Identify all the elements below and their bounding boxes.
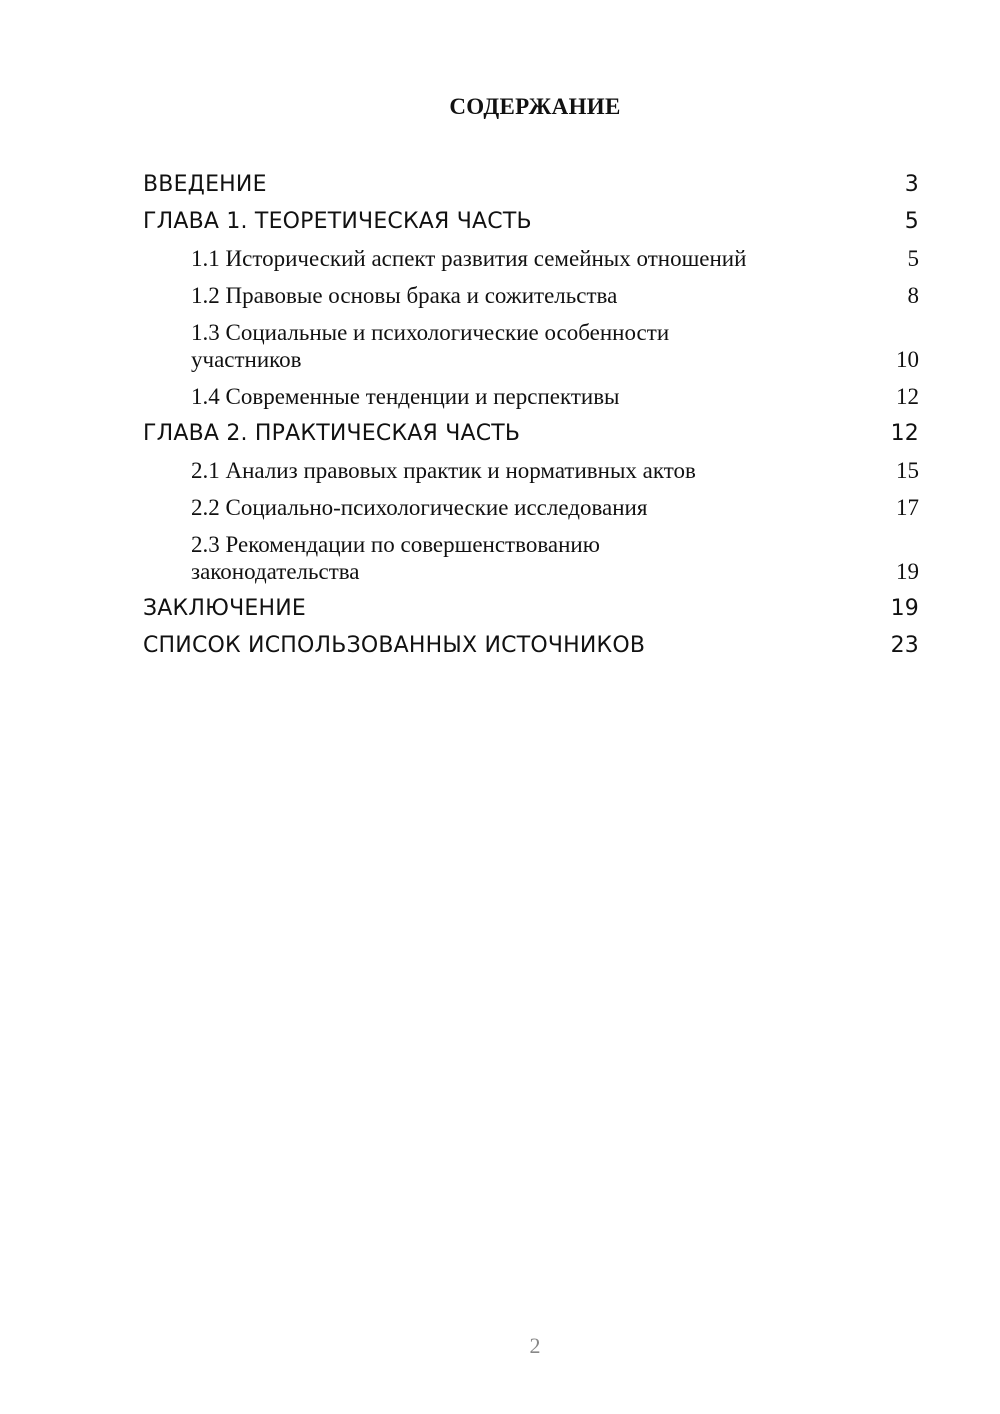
toc-entry-page: 5 (904, 209, 919, 234)
toc-entry-page: 12 (896, 384, 919, 409)
toc-entry-label: 1.3 Социальные и психологические особенности участников (191, 320, 670, 372)
toc-row[interactable] (143, 277, 919, 314)
toc-row[interactable] (143, 452, 919, 489)
toc-entry-page: 23 (890, 633, 919, 658)
toc-entry-page: 5 (907, 246, 919, 271)
toc-entry-label: 1.1 Исторический аспект развития семейных отношений (191, 246, 747, 271)
toc-entry-label: ЗАКЛЮЧЕНИЕ (143, 596, 306, 621)
toc-entry-page: 12 (890, 421, 919, 446)
toc-row[interactable] (143, 378, 919, 415)
toc-entry-page: 10 (896, 347, 919, 372)
toc-entry-page: 3 (904, 172, 919, 197)
page-title: СОДЕРЖАНИЕ (449, 94, 621, 119)
toc-entry-label: ВВЕДЕНИЕ (143, 172, 267, 197)
toc-entry-page: 8 (907, 283, 919, 308)
toc-entry-label: ГЛАВА 2. ПРАКТИЧЕСКАЯ ЧАСТЬ (143, 421, 521, 446)
toc-entry-label: 1.2 Правовые основы брака и сожительства (191, 283, 618, 308)
toc-row[interactable] (143, 314, 919, 378)
toc-entry-page: 17 (896, 495, 919, 520)
toc-row[interactable] (143, 240, 919, 277)
toc-row[interactable] (143, 203, 919, 240)
toc-entry-label: СПИСОК ИСПОЛЬЗОВАННЫХ ИСТОЧНИКОВ (143, 633, 646, 658)
table-of-contents (143, 166, 919, 664)
toc-row[interactable] (143, 627, 919, 664)
toc-entry-page: 15 (896, 458, 919, 483)
toc-entry-label: 2.3 Рекомендации по совершенствованию законодательства (191, 532, 600, 584)
page-number: 2 (529, 1333, 541, 1358)
toc-row[interactable] (143, 590, 919, 627)
toc-row[interactable] (143, 415, 919, 452)
toc-entry-label: ГЛАВА 1. ТЕОРЕТИЧЕСКАЯ ЧАСТЬ (143, 209, 532, 234)
toc-entry-label: 1.4 Современные тенденции и перспективы (191, 384, 620, 409)
toc-entry-label: 2.2 Социально-психологические исследования (191, 495, 648, 520)
toc-row[interactable] (143, 526, 919, 590)
toc-row[interactable] (143, 166, 919, 203)
toc-row[interactable] (143, 489, 919, 526)
toc-entry-page: 19 (896, 559, 919, 584)
toc-entry-page: 19 (890, 596, 919, 621)
toc-entry-label: 2.1 Анализ правовых практик и нормативных актов (191, 458, 696, 483)
